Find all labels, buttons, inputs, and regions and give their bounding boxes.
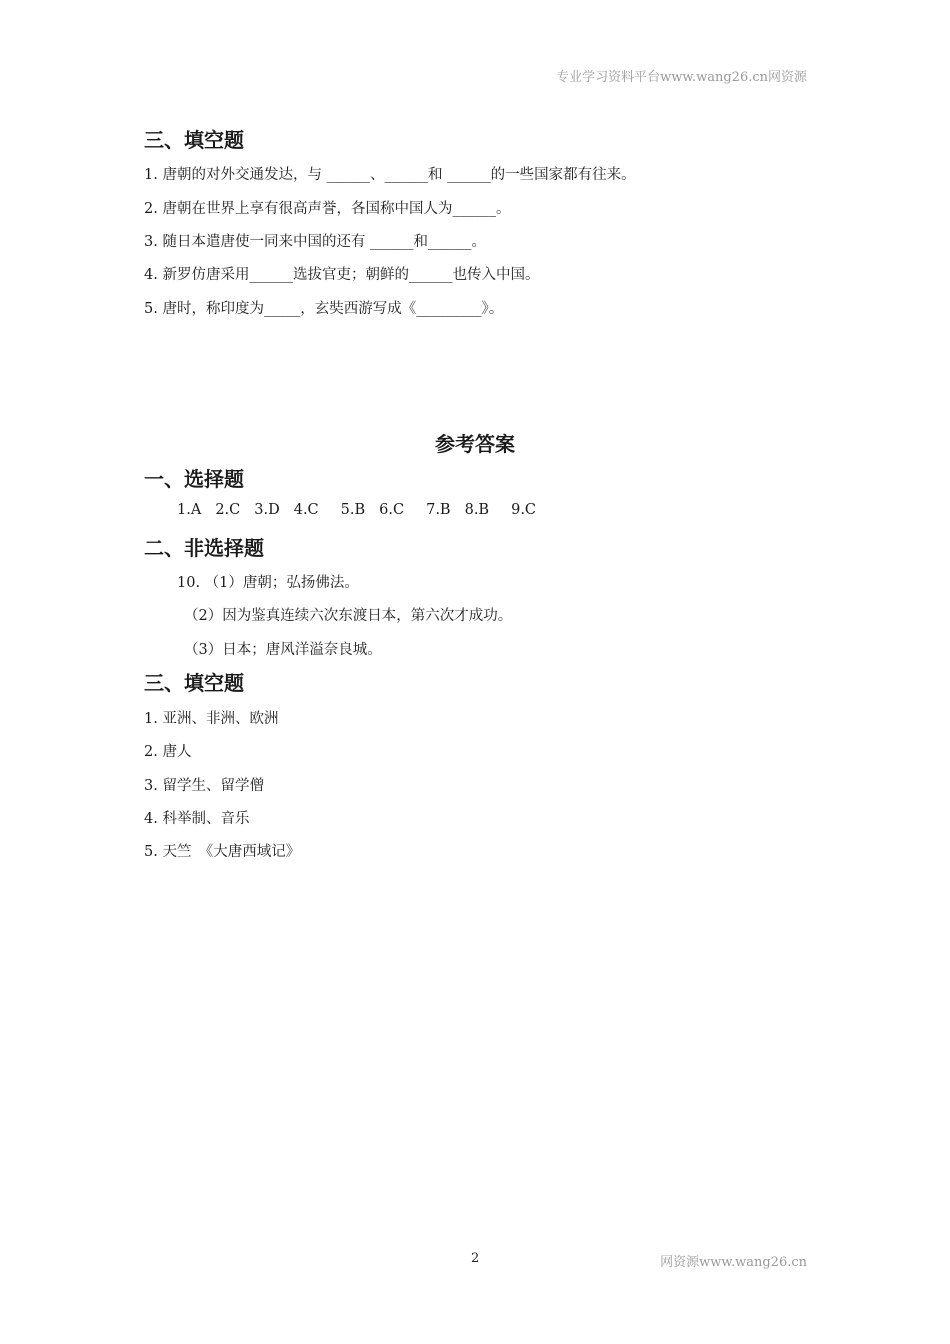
mc-answer: 9.C bbox=[511, 502, 537, 518]
mc-answer: 8.B bbox=[464, 502, 490, 518]
answers-mc-heading: 一、选择题 bbox=[144, 467, 244, 491]
fill-question-3: 3. 随日本遣唐使一同来中国的还有 ______和______。 bbox=[144, 234, 487, 250]
mc-answer: 3.D bbox=[254, 502, 280, 518]
fill-answer-4: 4. 科举制、音乐 bbox=[144, 811, 250, 827]
answer-10-line-1: 10. （1）唐朝；弘扬佛法。 bbox=[177, 575, 359, 591]
answers-nonmc-heading: 二、非选择题 bbox=[144, 536, 264, 560]
answers-title: 参考答案 bbox=[435, 432, 515, 456]
fill-answer-2: 2. 唐人 bbox=[144, 744, 192, 760]
answer-10-line-3: （3）日本；唐风洋溢奈良城。 bbox=[184, 642, 382, 658]
fill-question-1: 1. 唐朝的对外交通发达，与 ______、______和 ______的一些国家都有往来。 bbox=[144, 167, 636, 183]
answer-10-line-2: （2）因为鉴真连续六次东渡日本，第六次才成功。 bbox=[184, 608, 513, 624]
mc-answer: 6.C bbox=[379, 502, 405, 518]
mc-answer: 2.C bbox=[215, 502, 241, 518]
mc-answer: 5.B bbox=[340, 502, 366, 518]
mc-answer: 7.B bbox=[426, 502, 451, 518]
footer-site-text: 网资源www.wang26.cn bbox=[660, 1255, 807, 1270]
fill-section-heading: 三、填空题 bbox=[144, 128, 244, 152]
header-site-text: 专业学习资料平台www.wang26.cn网资源 bbox=[556, 70, 807, 85]
fill-answer-5: 5. 天竺 《大唐西域记》 bbox=[144, 844, 301, 860]
fill-question-2: 2. 唐朝在世界上享有很高声誉，各国称中国人为______。 bbox=[144, 201, 511, 217]
fill-question-5: 5. 唐时，称印度为_____，玄奘西游写成《_________》。 bbox=[144, 301, 504, 317]
page-number: 2 bbox=[471, 1251, 480, 1266]
answers-mc-list bbox=[177, 502, 550, 518]
mc-answer: 4.C bbox=[293, 502, 319, 518]
fill-answer-1: 1. 亚洲、非洲、欧洲 bbox=[144, 711, 279, 727]
fill-answer-3: 3. 留学生、留学僧 bbox=[144, 778, 264, 794]
mc-answer: 1.A bbox=[177, 502, 202, 518]
fill-question-4: 4. 新罗仿唐采用______选拔官吏；朝鲜的______也传入中国。 bbox=[144, 267, 540, 283]
answers-fill-heading: 三、填空题 bbox=[144, 671, 244, 695]
